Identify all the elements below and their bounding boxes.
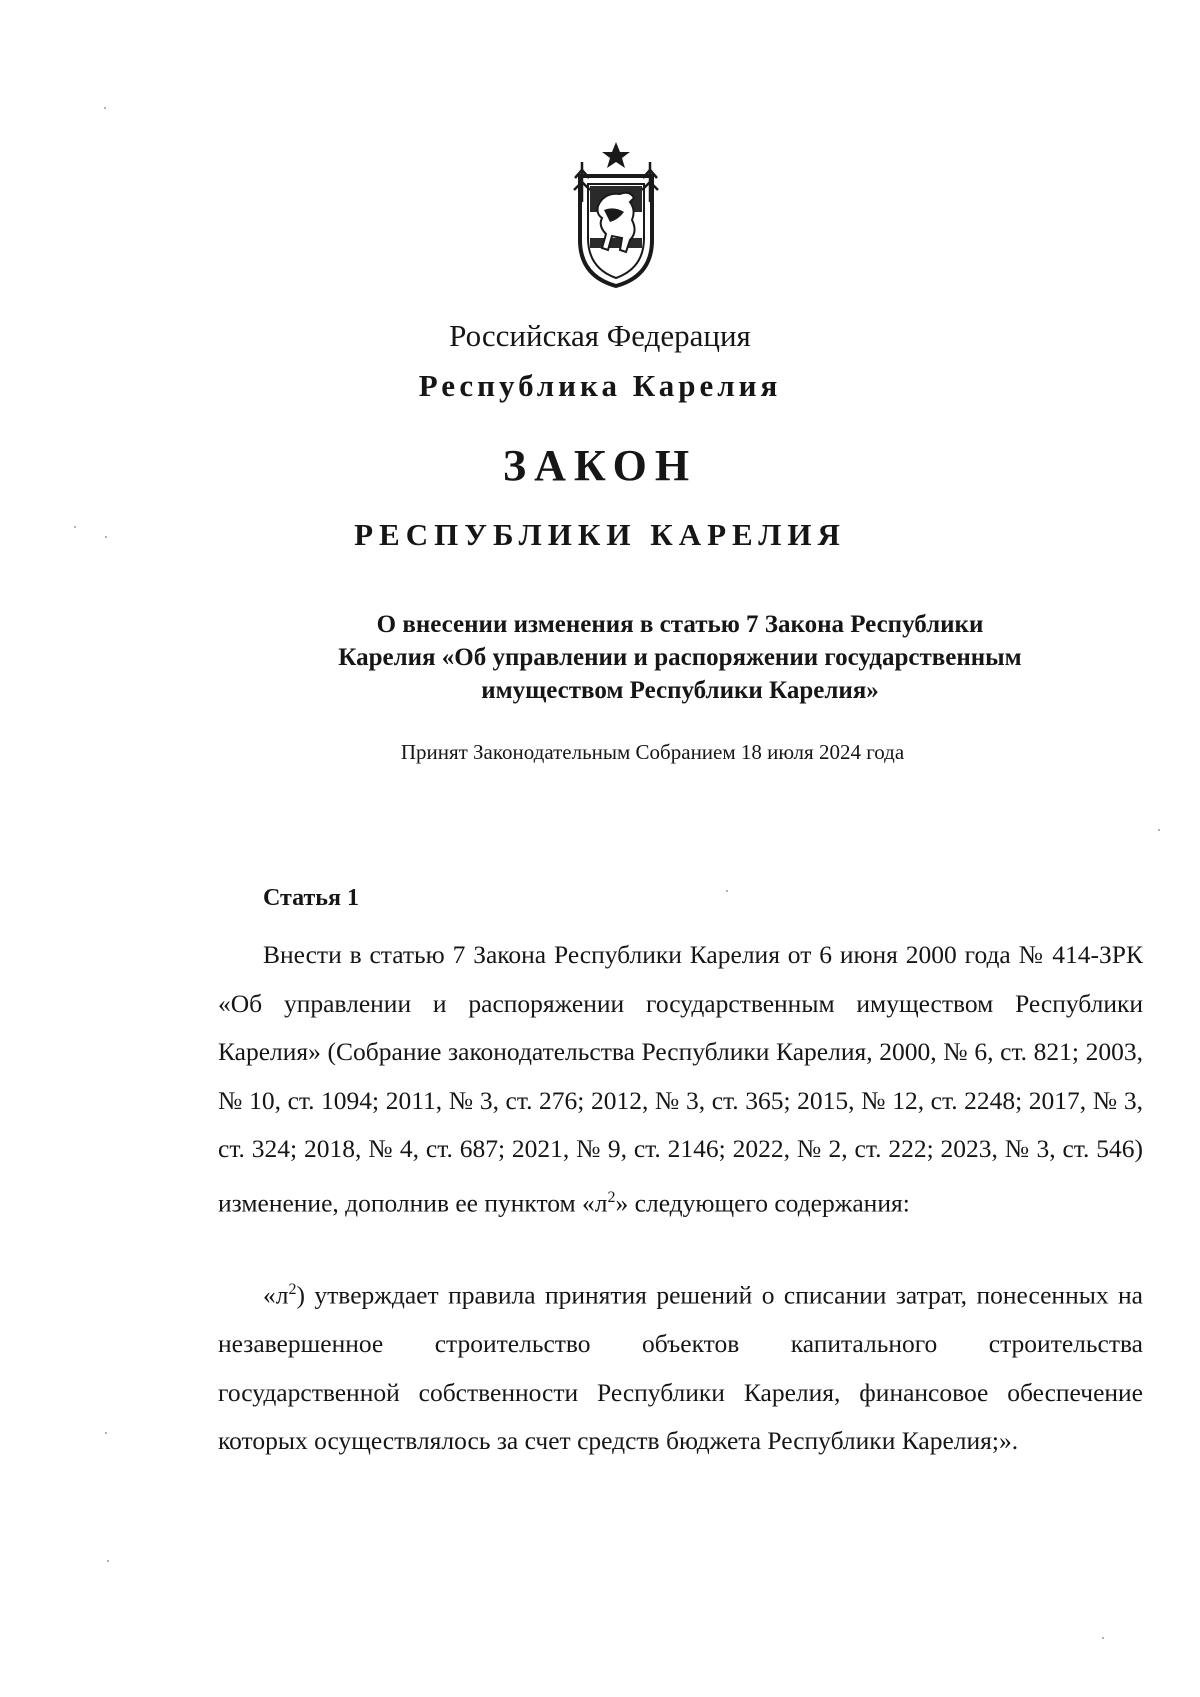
law-name-line: имуществом Республики Карелия» xyxy=(481,677,879,704)
country-name: Российская Федерация xyxy=(449,318,751,353)
scan-speck xyxy=(1158,829,1160,831)
law-title: ЗАКОН xyxy=(502,441,698,490)
law-name-line: О внесении изменения в статью 7 Закона Республики xyxy=(376,611,984,638)
karelia-coat-of-arms-icon xyxy=(568,140,664,290)
law-subtitle: РЕСПУБЛИКИ КАРЕЛИЯ xyxy=(354,517,846,552)
adoption-date: Принят Законодательным Собранием 18 июля 2024 года xyxy=(400,740,905,764)
paragraph-text: » следующего содержания: xyxy=(615,1188,910,1217)
scan-speck xyxy=(1102,1637,1104,1639)
scan-speck xyxy=(74,526,76,528)
superscript: 2 xyxy=(288,1281,297,1298)
article-paragraph xyxy=(218,1266,1143,1466)
scan-speck xyxy=(105,1432,107,1434)
paragraph-text: ) утверждает правила принятия решений о списании затрат, понесенных на незавершенное строительство объектов капитального строительства государственной собственности Республики Карелия, финансовое обеспечение которых осуществлялось за счет средств бюджета Республики Карелия;». xyxy=(218,1280,1143,1455)
superscript: 2 xyxy=(607,1188,616,1206)
republic-name: Республика Карелия xyxy=(418,368,782,403)
scan-speck xyxy=(107,1560,109,1562)
article-paragraph xyxy=(218,931,1143,1228)
law-name xyxy=(280,608,1080,707)
law-name-line: Карелия «Об управлении и распоряжении государственным xyxy=(338,644,1022,671)
scan-speck xyxy=(105,536,107,538)
paragraph-text: Внести в статью 7 Закона Республики Карелия от 6 июня 2000 года № 414-ЗРК «Об управлении и распоряжении государственным имуществом Республики Карелия» (Собрание законодательства Республики Карелия, 2000, № 6, ст. 821; 2003, № 10, ст. 1094; 2011, № 3, ст. 276; 2012, № 3, ст. 365; 2015, № 12, ст. 2248; 2017, № 3, ст. 324; 2018, № 4, ст. 687; 2021, № 9, ст. 2146; 2022, № 2, ст. 222; 2023, № 3, ст. 546) изменение, дополнив ее пунктом «л xyxy=(218,940,1143,1217)
paragraph-text: «л xyxy=(263,1280,289,1310)
article-heading: Статья 1 xyxy=(263,885,359,911)
scan-speck xyxy=(104,107,106,109)
scan-speck xyxy=(726,890,728,892)
